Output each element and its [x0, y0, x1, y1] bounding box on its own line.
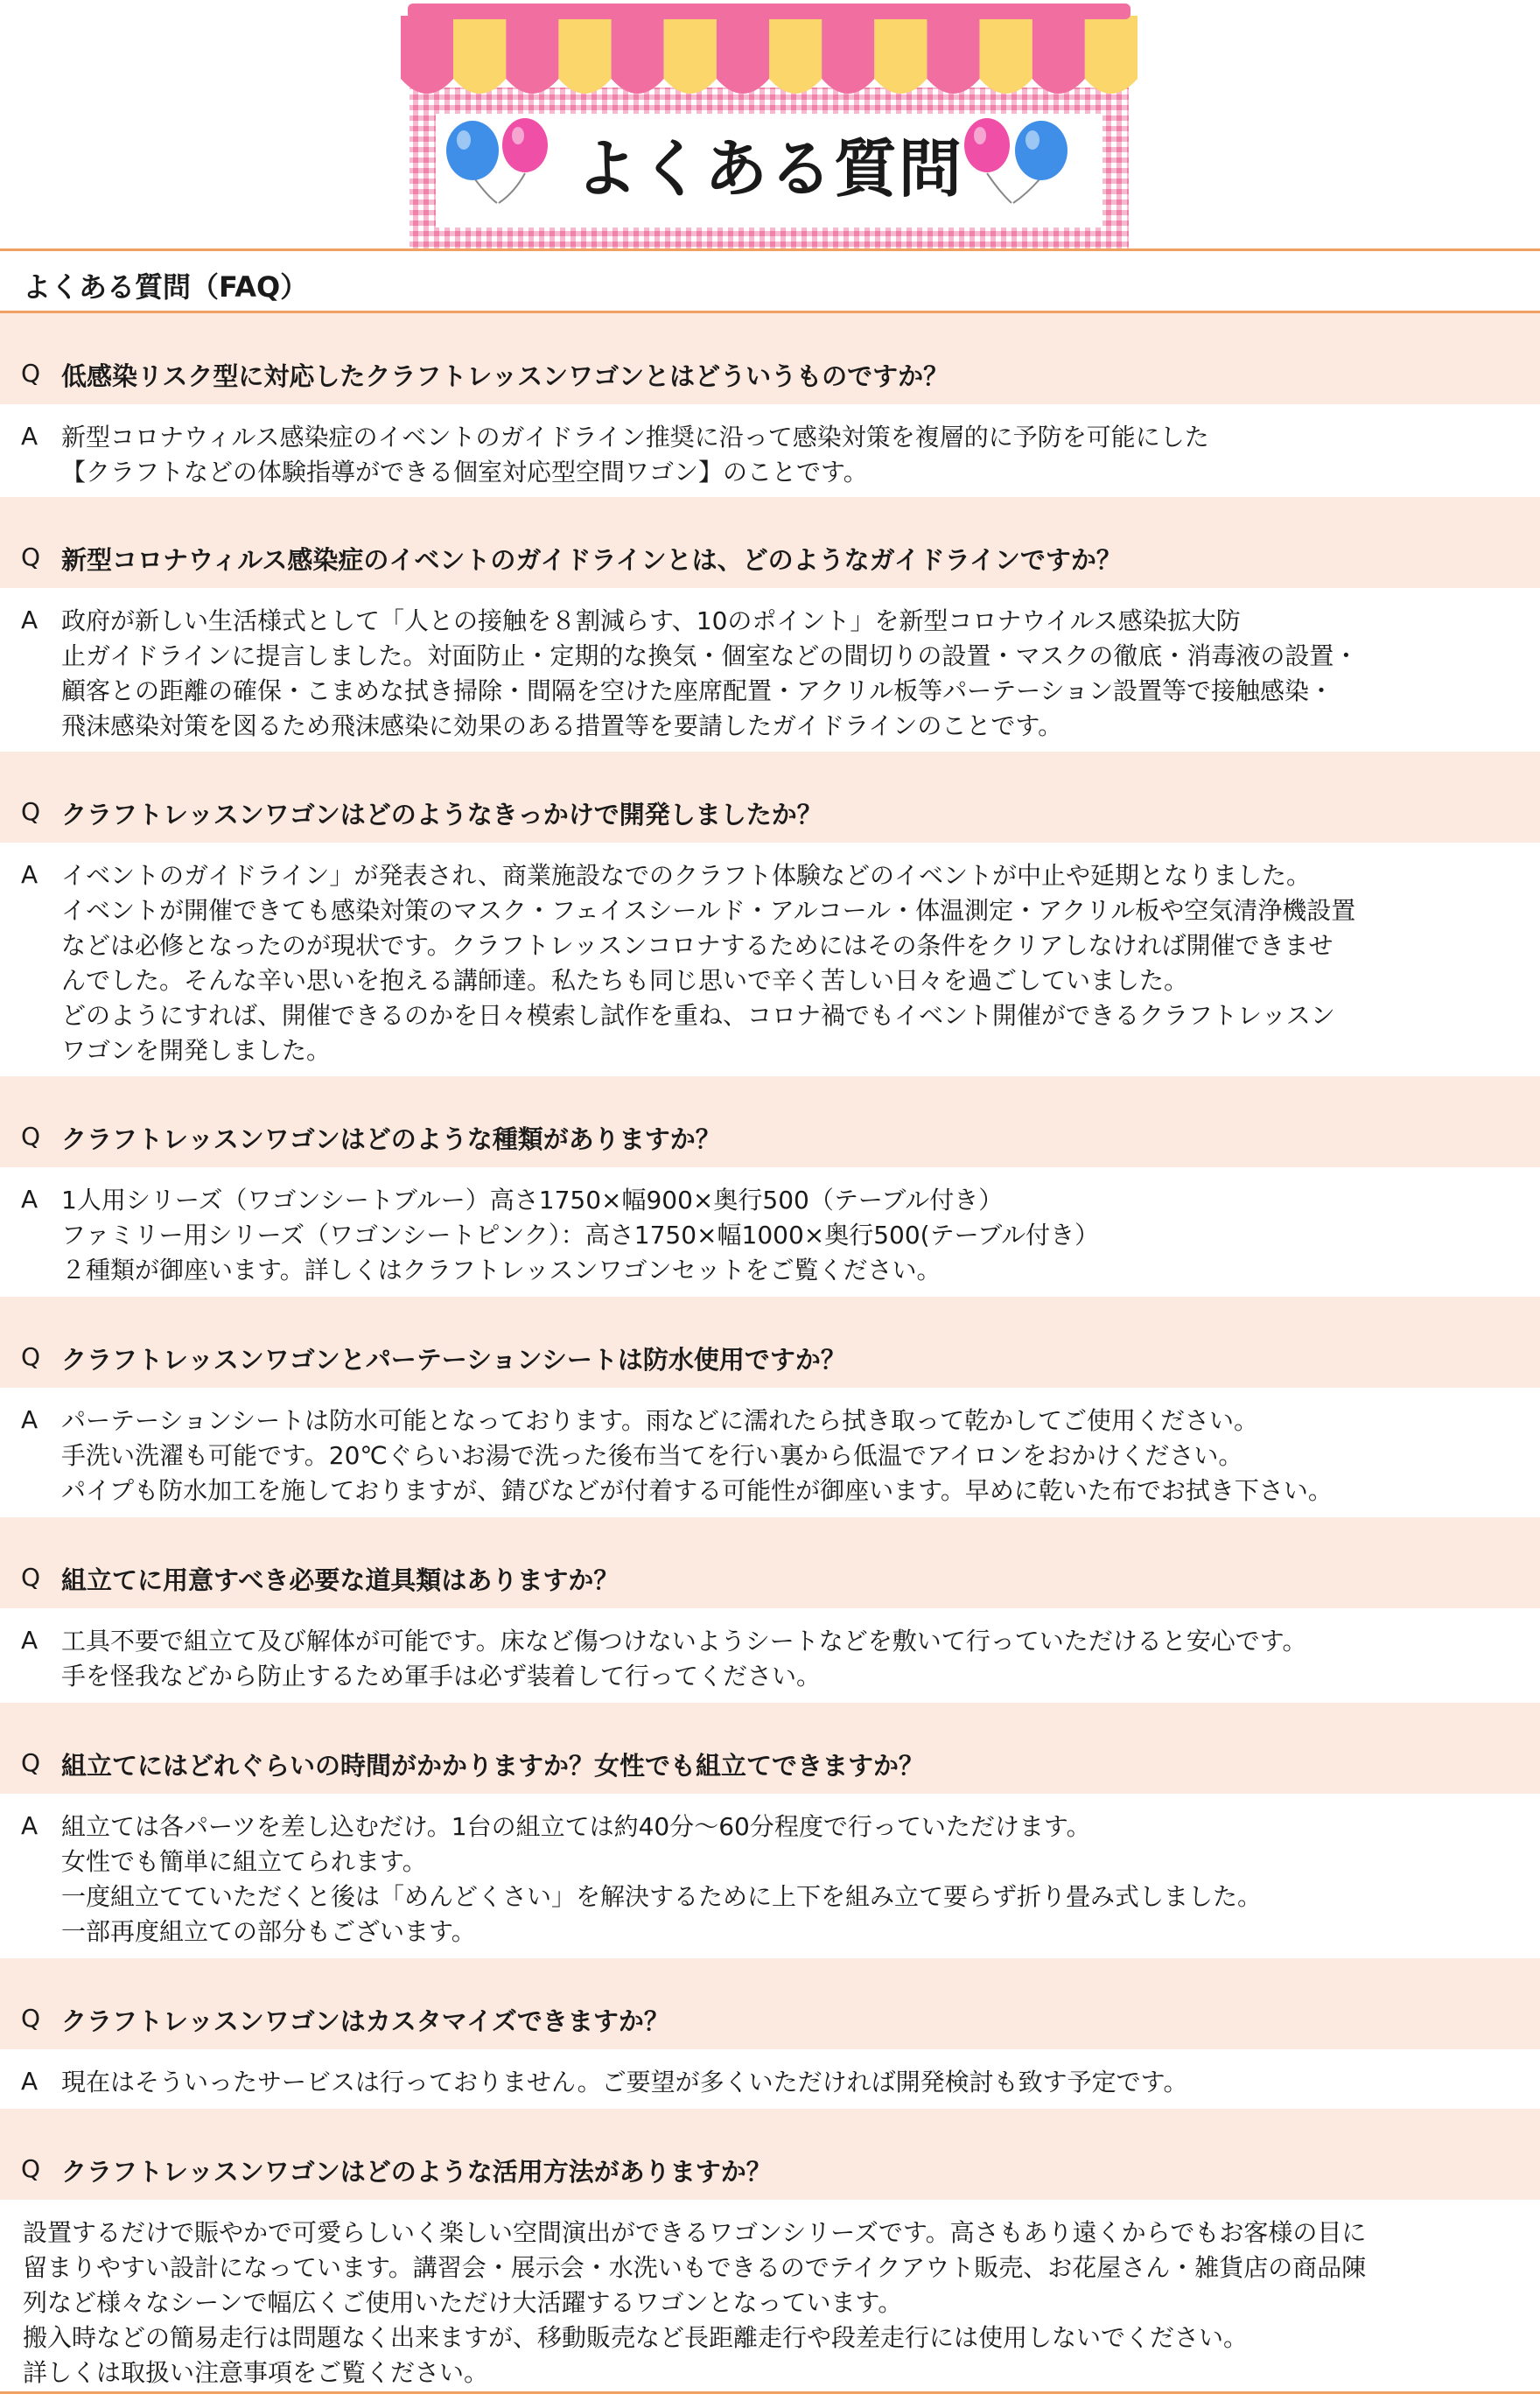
answer-row [0, 2049, 1540, 2109]
answer-row [0, 1167, 1540, 1297]
question-row [0, 1297, 1540, 1388]
faq-heading-label: よくある質問（FAQ） [23, 270, 309, 304]
question-mark: Q [21, 359, 41, 388]
faq-item-9 [0, 2109, 1540, 2401]
question-text: クラフトレッスンワゴンはどのような活用方法がありますか？ [61, 2157, 772, 2187]
answer-row [0, 588, 1540, 752]
answer-mark: A [21, 422, 38, 451]
awning-stripe [927, 16, 979, 94]
question-mark: Q [21, 542, 41, 571]
answer-row [0, 1388, 1540, 1517]
answer-row [0, 1608, 1540, 1703]
awning-stripes [401, 4, 1138, 94]
awning-top-bar [408, 4, 1130, 19]
question-mark: Q [21, 1342, 41, 1371]
faq-item-4 [0, 1076, 1540, 1297]
faq-item-8 [0, 1958, 1540, 2109]
question-text: 組立てにはどれぐらいの時間がかかりますか？女性でも組立てできますか？ [61, 1751, 925, 1781]
answer-mark: A [21, 606, 38, 634]
question-mark: Q [21, 1563, 41, 1592]
awning-stripe [558, 16, 611, 94]
awning-stripe [453, 16, 506, 94]
awning-stripe [822, 16, 874, 94]
answer-text: 政府が新しい生活様式として「人との接触を８割減らす、10のポイント」を新型コロナウイルス感染拡大防 止ガイドラインに提言しました。対面防止・定期的な換気・個室などの間切りの設置・マスクの徹底・消毒液の設置・ 顧客との距離の確保・こまめな拭き掃除・間隔を空けた座席配置・アクリル板等パーテーション設置等で接触感染・ 飛沫感染対策を図るため飛沫感染に効果のある措置等を要請したガイドラインのことです。 [61, 606, 1359, 740]
question-row [0, 1703, 1540, 1794]
answer-mark: A [21, 1405, 38, 1434]
faq-item-7 [0, 1703, 1540, 1958]
awning-stripe [506, 16, 558, 94]
question-row [0, 1517, 1540, 1608]
awning-stripe [664, 16, 717, 94]
answer-text: 新型コロナウィルス感染症のイベントのガイドライン推奨に沿って感染対策を複層的に予防を可能にした 【クラフトなどの体験指導ができる個室対応型空間ワゴン】のことです。 [61, 423, 1209, 486]
answer-text: 組立ては各パーツを差し込むだけ。1台の組立ては約40分～60分程度で行っていただけます。 女性でも簡単に組立てられます。 一度組立てていただくと後は「めんどくさい」を解決するために上下を組み立て要らず折り畳み式しました。 一部再度組立ての部分もございます。 [61, 1812, 1263, 1946]
awning-stripe [1085, 16, 1138, 94]
awning-stripe [769, 16, 822, 94]
answer-mark: A [21, 1185, 38, 1214]
awning-stripe [717, 16, 769, 94]
awning-stripe [612, 16, 664, 94]
question-mark: Q [21, 2154, 41, 2183]
banner-title: よくある質問 [574, 132, 963, 206]
answer-mark: A [21, 860, 38, 889]
answer-row [0, 1794, 1540, 1958]
question-mark: Q [21, 1748, 41, 1777]
faq-item-3 [0, 752, 1540, 1076]
question-text: クラフトレッスンワゴンはどのようなきっかけで開発しましたか？ [61, 800, 822, 830]
awning-stripe [874, 16, 927, 94]
question-row [0, 497, 1540, 588]
question-text: 低感染リスク型に対応したクラフトレッスンワゴンとはどういうものですか？ [61, 361, 949, 391]
awning-stripe [980, 16, 1032, 94]
question-text: 組立てに用意すべき必要な道具類はありますか？ [61, 1565, 620, 1595]
answer-mark: A [21, 2067, 38, 2096]
answer-mark: A [21, 1626, 38, 1655]
question-row [0, 1958, 1540, 2049]
awning-stripe [401, 16, 453, 94]
answer-row [0, 404, 1540, 497]
header-banner [392, 0, 1146, 248]
question-row [0, 313, 1540, 404]
answer-text: 現在はそういったサービスは行っておりません。ご要望が多くいただければ開発検討も致す予定です。 [61, 2068, 1188, 2096]
answer-mark: A [21, 1811, 38, 1840]
faq-item-1 [0, 313, 1540, 497]
faq-item-2 [0, 497, 1540, 752]
answer-text: 1人用シリーズ（ワゴンシートブルー）高さ1750×幅900×奥行500（テーブル付き） ファミリー用シリーズ（ワゴンシートピンク）：高さ1750×幅1000×奥行500(テーブル付き） ２種類が御座います。詳しくはクラフトレッスンワゴンセットをご覧ください。 [61, 1186, 1100, 1284]
awning-illustration [392, 0, 1146, 248]
question-text: クラフトレッスンワゴンとパーテーションシートは防水使用ですか？ [61, 1345, 846, 1375]
question-text: クラフトレッスンワゴンはどのような種類がありますか？ [61, 1124, 721, 1154]
answer-row [0, 843, 1540, 1076]
question-text: 新型コロナウィルス感染症のイベントのガイドラインとは、どのようなガイドラインですか？ [61, 545, 1122, 575]
question-mark: Q [21, 797, 41, 826]
question-row [0, 2109, 1540, 2200]
question-mark: Q [21, 2004, 41, 2033]
answer-text: 設置するだけで賑やかで可愛らしいく楽しい空間演出ができるワゴンシリーズです。高さもあり遠くからでもお客様の目に 留まりやすい設計になっています。講習会・展示会・水洗いもできるのでテイクアウト販売、お花屋さん・雑貨店の商品陳 列など様々なシーンで幅広くご使用いただけ大活躍するワゴンとなっています。 搬入時などの簡易走行は問題なく出来ますが、移動販売など長距離走行や段差走行には使用しないでください。 詳しくは取扱い注意事項をご覧ください。 [23, 2218, 1367, 2387]
question-mark: Q [21, 1122, 41, 1151]
answer-text: 工具不要で組立て及び解体が可能です。床など傷つけないようシートなどを敷いて行っていただけると安心です。 手を怪我などから防止するため軍手は必ず装着して行ってください。 [61, 1627, 1307, 1690]
bottom-rule [0, 2391, 1540, 2394]
faq-heading [0, 248, 1540, 313]
answer-row [0, 2200, 1540, 2401]
faq-list [0, 313, 1540, 2401]
faq-item-5 [0, 1297, 1540, 1517]
answer-text: イベントのガイドライン」が発表され、商業施設なでのクラフト体験などのイベントが中止や延期となりました。 イベントが開催できても感染対策のマスク・フェイスシールド・アルコール・体温測定・アクリル板や空気清浄機設置 などは必修となったのが現状です。クラフトレッスンコロナするためにはその条件をクリアしなければ開催できませ んでした。そんな辛い思いを抱える講師達。私たちも同じ思いで辛く苦しい日々を過ごしていました。 どのようにすれば、開催できるのかを日々模索し試作を重ね、コロナ禍でもイベント開催ができるクラフトレッスン ワゴンを開発しました。 [61, 861, 1356, 1065]
question-row [0, 752, 1540, 843]
awning-stripe [1032, 16, 1085, 94]
question-row [0, 1076, 1540, 1167]
question-text: クラフトレッスンワゴンはカスタマイズできますか？ [61, 2006, 669, 2036]
faq-item-6 [0, 1517, 1540, 1703]
answer-text: パーテーションシートは防水可能となっております。雨などに濡れたら拭き取って乾かしてご使用ください。 手洗い洗濯も可能です。20℃ぐらいお湯で洗った後布当てを行い裏から低温でアイロンをおかけください。 パイプも防水加工を施しておりますが、錆びなどが付着する可能性が御座います。早めに乾いた布でお拭き下さい。 [61, 1406, 1333, 1505]
